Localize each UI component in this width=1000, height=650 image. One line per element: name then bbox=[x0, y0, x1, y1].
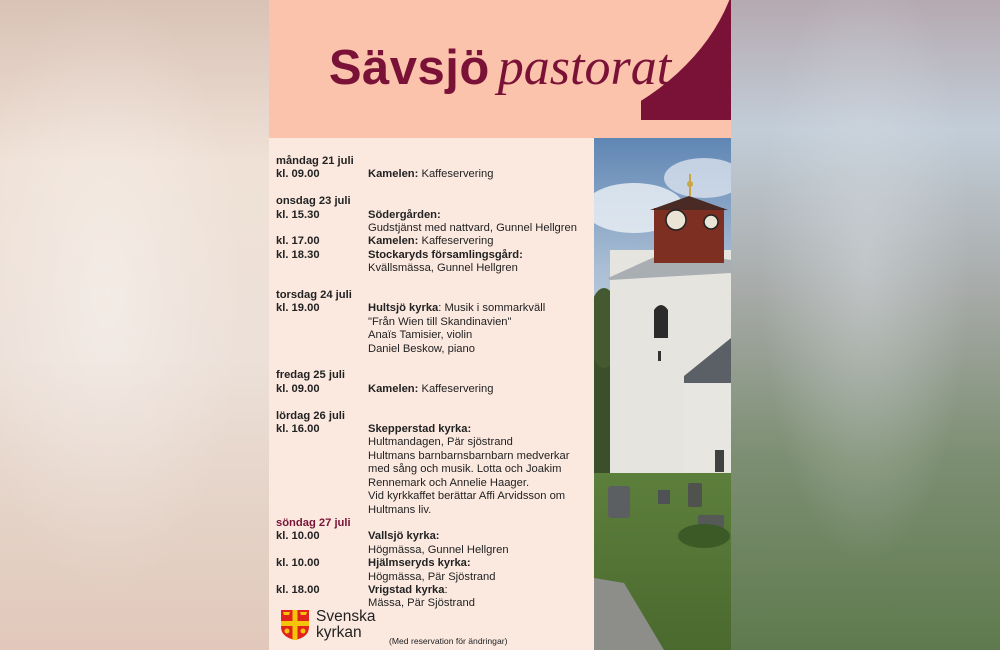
day-label: måndag 21 juli bbox=[276, 155, 354, 167]
day-label: söndag 27 juli bbox=[276, 516, 351, 529]
event-row bbox=[276, 423, 596, 436]
logo-line-2: kyrkan bbox=[316, 624, 362, 641]
svenska-kyrkan-logo bbox=[280, 609, 375, 641]
event-place: Vrigstad kyrka bbox=[368, 583, 445, 596]
poster-title bbox=[269, 38, 731, 97]
logo-line-1: Svenska bbox=[316, 608, 376, 625]
event-time: kl. 15.30 bbox=[276, 208, 320, 221]
event-text: Anaïs Tamisier, violin bbox=[368, 329, 473, 342]
event-time: kl. 17.00 bbox=[276, 235, 320, 248]
event-row bbox=[276, 302, 596, 315]
church-photo bbox=[594, 138, 731, 650]
event-row bbox=[276, 557, 596, 570]
church-shield-icon bbox=[280, 609, 310, 641]
poster-header bbox=[269, 0, 731, 138]
poster bbox=[269, 0, 731, 650]
day-block bbox=[276, 517, 596, 611]
title-part-1: Sävsjö bbox=[328, 41, 490, 95]
day-block bbox=[276, 410, 596, 517]
reservation-note: (Med reservation för ändringar) bbox=[389, 636, 508, 646]
day-label: torsdag 24 juli bbox=[276, 289, 352, 302]
event-text: Rennemark och Annelie Haager. bbox=[368, 476, 530, 489]
event-place: Vallsjö kyrka: bbox=[368, 530, 440, 543]
event-place: Kamelen: bbox=[368, 382, 419, 395]
event-text: Vid kyrkkaffet berättar Affi Arvidsson om bbox=[368, 490, 566, 503]
blurred-background-right bbox=[731, 0, 1000, 650]
event-text: Högmässa, Gunnel Hellgren bbox=[368, 543, 509, 556]
event-text: Mässa, Pär Sjöstrand bbox=[368, 597, 475, 610]
event-text: Hultmans barnbarnsbarnbarn medverkar bbox=[368, 449, 570, 462]
event-time: kl. 18.00 bbox=[276, 583, 320, 596]
day-block bbox=[276, 369, 596, 396]
event-time: kl. 10.00 bbox=[276, 557, 320, 570]
day-label: lördag 26 juli bbox=[276, 409, 346, 422]
event-row bbox=[276, 249, 596, 262]
event-place: Södergården: bbox=[368, 208, 441, 221]
event-time: kl. 09.00 bbox=[276, 382, 320, 395]
title-part-2: pastorat bbox=[497, 39, 672, 96]
event-time: kl. 16.00 bbox=[276, 423, 320, 436]
event-time: kl. 18.30 bbox=[276, 248, 320, 261]
event-time: kl. 19.00 bbox=[276, 302, 320, 315]
blurred-background-left bbox=[0, 0, 269, 650]
day-block bbox=[276, 155, 596, 182]
event-text: Kaffeservering bbox=[418, 382, 494, 395]
schedule bbox=[276, 155, 596, 611]
event-text: Kvällsmässa, Gunnel Hellgren bbox=[368, 262, 518, 275]
event-place: Skepperstad kyrka: bbox=[368, 423, 472, 436]
event-place: Hultsjö kyrka bbox=[368, 302, 439, 315]
event-text: Daniel Beskow, piano bbox=[368, 342, 475, 355]
event-text: Gudstjänst med nattvard, Gunnel Hellgren bbox=[368, 222, 577, 235]
event-place: Kamelen: bbox=[368, 168, 419, 181]
event-text: med sång och musik. Lotta och Joakim bbox=[368, 463, 562, 476]
event-text: : Musik i sommarkväll bbox=[438, 302, 546, 315]
event-text: Kaffeservering bbox=[418, 235, 494, 248]
event-row: kl. 18.00 Vrigstad kyrka: bbox=[276, 583, 448, 596]
event-text: Hultmandagen, Pär sjöstrand bbox=[368, 436, 513, 449]
event-place: Hjälmseryds kyrka: bbox=[368, 557, 471, 570]
church-photo-illustration bbox=[594, 138, 731, 650]
event-text: Högmässa, Pär Sjöstrand bbox=[368, 570, 496, 583]
event-text: "Från Wien till Skandinavien" bbox=[368, 315, 512, 328]
event-time: kl. 10.00 bbox=[276, 530, 320, 543]
event-text: Hultmans liv. bbox=[368, 503, 432, 516]
day-block bbox=[276, 195, 596, 275]
day-label: fredag 25 juli bbox=[276, 369, 346, 382]
event-row bbox=[276, 209, 596, 222]
event-row bbox=[276, 168, 596, 181]
event-text: Kaffeservering bbox=[418, 168, 494, 181]
event-place: Stockaryds församlingsgård: bbox=[368, 248, 523, 261]
day-block bbox=[276, 289, 596, 356]
event-place: Kamelen: bbox=[368, 235, 419, 248]
day-label: onsdag 23 juli bbox=[276, 195, 351, 208]
event-time: kl. 09.00 bbox=[276, 168, 320, 181]
event-row bbox=[276, 383, 596, 396]
event-row bbox=[276, 530, 596, 543]
event-row bbox=[276, 235, 596, 248]
